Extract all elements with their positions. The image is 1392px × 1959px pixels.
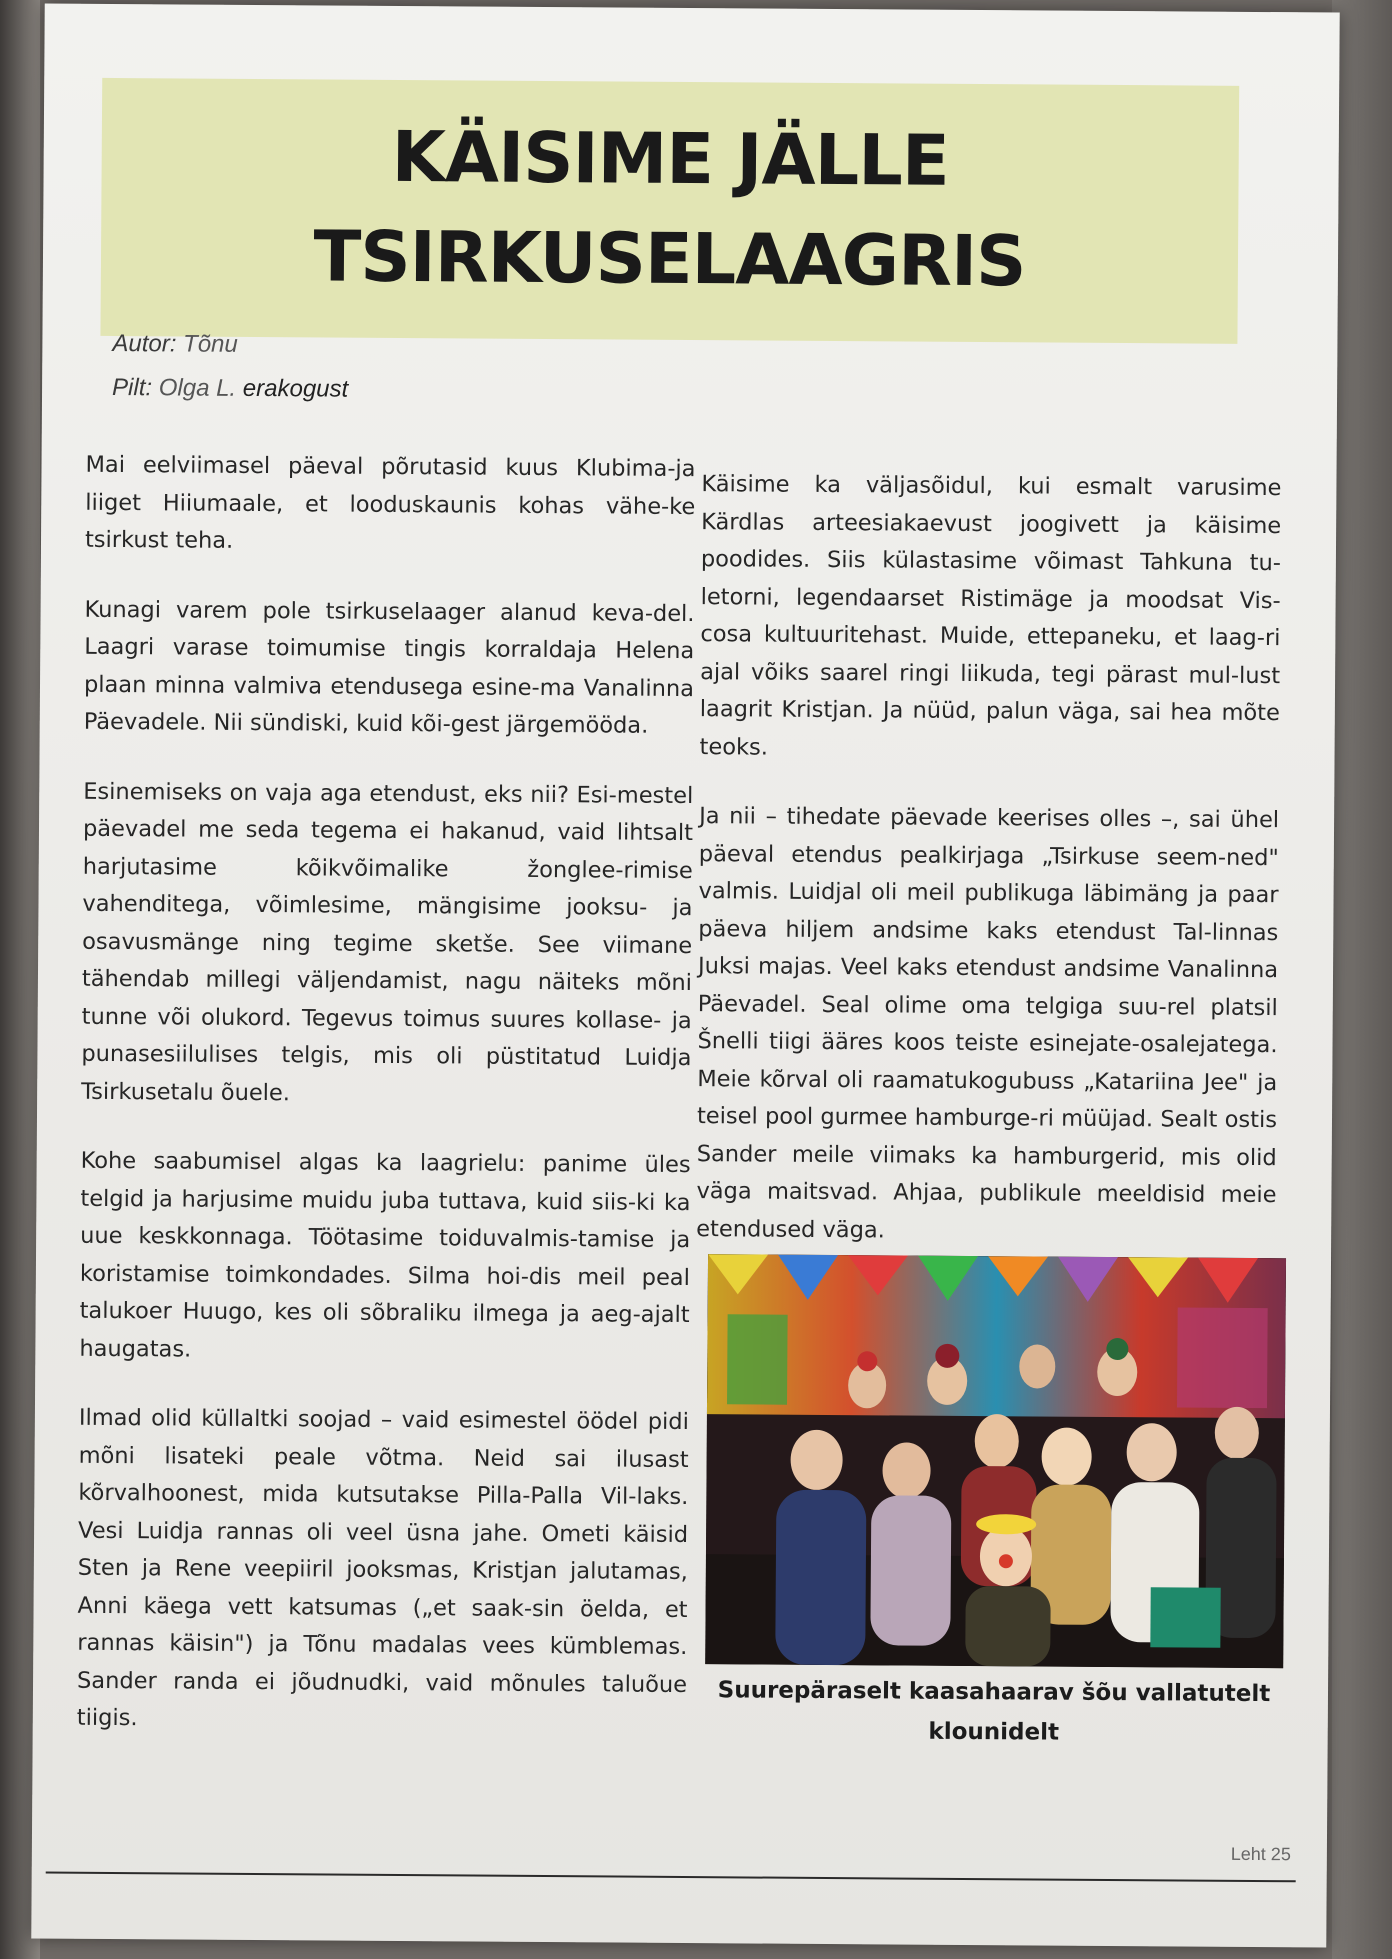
photo-credit xyxy=(112,366,348,412)
author-credit xyxy=(112,322,348,368)
photo-caption xyxy=(705,1670,1284,1754)
article-credits xyxy=(112,322,349,412)
paragraph: Ilmad olid küllaltki soojad – vaid esimestel öödel pidi mõni lisateki peale võtma. Neid sai ilusast kõrvalhoonest, mida kutsutakse Pilla-Palla Vil-laks. Vesi Luidja rannas oli veel üsna jahe. Ometi käisid Sten ja Rene veepiiril jooksmas, Kristjan jalutamas, Anni käega vett katsumas („et saak-sin öelda, et rannas käisin") ja Tõnu madalas vees kümblemas. Sander randa ei jõudnudki, vaid mõnules taluõue tiigis. xyxy=(76,1404,689,1732)
paragraph: Kohe saabumisel algas ka laagrielu: panime üles telgid ja harjusime muidu juba tuttava, kuid siis-ki ka uue keskkonnaga. Töötasime toiduvalmis-tamise ja koristamise toimkondades. Silma hoi-dis meil peal talukoer Huugo, kes oli sõbraliku ilmega ja aeg-ajalt haugatas. xyxy=(79,1147,691,1363)
photo-owner: Olga L. xyxy=(158,374,237,402)
footer-rule xyxy=(46,1872,1296,1883)
right-column xyxy=(696,466,1282,1284)
author-label: Autor: xyxy=(112,329,177,358)
article-title-line-1: KÄISIME JÄLLE xyxy=(391,115,949,202)
paragraph: Mai eelviimasel päeval põrutasid kuus Klubima-ja liiget Hiiumaale, et looduskaunis kohas vähe-ke tsirkust teha. xyxy=(84,451,696,554)
title-band xyxy=(100,78,1239,344)
article-title-line-2: TSIRKUSELAAGRIS xyxy=(313,215,1026,303)
photo-label: Pilt: xyxy=(111,373,153,402)
paragraph: Kunagi varem pole tsirkuselaager alanud keva-del. Laagri varase toimumise tingis korraldaja Helena plaan minna valmiva etendusega esine-ma Vanalinna Päevadele. Nii sündiski, kuid kõi-gest järgemööda. xyxy=(83,596,695,739)
photo-source: erakogust xyxy=(242,374,349,403)
photo-illustration xyxy=(705,1254,1286,1668)
paragraph: Esinemiseks on vaja aga etendust, eks nii? Esi-mestel päevadel me seda tegema ei hakanud, vaid lihtsalt harjutasime kõikvõimalike žonglee-rimise vahenditega, võimlesime, mängisime jooksu- ja osavusmänge ning tegime sketše. See viimane tähendab millegi väljendamist, nagu näiteks mõni tunne või olukord. Tegevus toimus suures kollase- ja punasesiilulises telgis, mis oli püstitatud Luidja Tsirkusetalu õuele. xyxy=(81,778,694,1106)
page-number: Leht 25 xyxy=(1230,1843,1291,1865)
magazine-page xyxy=(31,4,1339,1948)
paragraph: Käisime ka väljasõidul, kui esmalt varusime Kärdlas arteesiakaevust joogivett ja käisime poodides. Siis külastasime võimast Tahkuna tu-letorni, legendaarset Ristimäge ja moodsat Vis-cosa kultuuritehast. Muide, ettepaneku, et laag-ri ajal võiks saarel ringi liikuda, tegi pärast mul-lust laagrit Kristjan. Ja nüüd, palun väga, sai hea mõte teoks. xyxy=(699,471,1282,761)
caption-line-2: klounidelt xyxy=(928,1718,1060,1746)
paragraph: Ja nii – tihedate päevade keerises olles –, sai ühel päeval etendus pealkirjaga „Tsirkuse seem-ned" valmis. Luidjal oli meil publikuga läbimäng ja paar päeva hiljem andsime kaks etendust Tal-linnas Juksi majas. Veel kaks etendust andsime Vanalinna Päevadel. Seal olime oma telgiga suu-rel platsil Šnelli tiigi ääres koos teiste esinejate-osalejatega. Meie kõrval oli raamatukogubuss „Katariina Jee" ja teisel pool gurmee hamburge-ri müüjad. Sealt ostis Sander meile viimaks ka hamburgerid, mis olid väga maitsvad. Ahjaa, publikule meeldisid meie etendused väga. xyxy=(696,803,1280,1243)
background-right xyxy=(1332,0,1392,1959)
caption-line-1: Suurepäraselt kaasahaarav šõu vallatutelt xyxy=(717,1677,1271,1708)
left-column xyxy=(76,447,695,1774)
author-name: Tõnu xyxy=(183,330,238,358)
clown-group-photo xyxy=(705,1254,1286,1668)
